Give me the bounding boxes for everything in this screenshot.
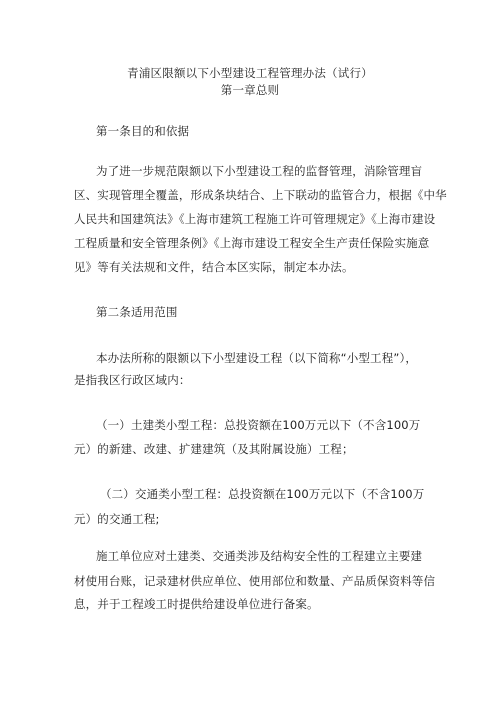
article-2-item-2-line: （二）交通类小型工程：总投资额在100万元以下（不含100万 [100, 487, 425, 501]
article-2-intro-line: 本办法所称的限额以下小型建设工程（以下简称“小型工程”）， [96, 351, 418, 365]
article-1-line: 见》等有关法规和文件，结合本区实际，制定本办法。 [74, 260, 354, 274]
article-1-line: 工程质量和安全管理条例》《上海市建设工程安全生产责任保险实施意 [74, 236, 430, 250]
article-2-heading: 第二条适用范围 [96, 305, 178, 319]
document-title: 青浦区限额以下小型建设工程管理办法（试行） [127, 66, 373, 80]
article-2-note-line: 材使用台账，记录建材供应单位、使用部位和数量、产品质保资料等信 [74, 574, 436, 588]
article-2-item-1-line: 元）的新建、改建、扩建建筑（及其附属设施）工程； [74, 442, 354, 456]
article-2-item-2-line: 元）的交通工程; [74, 512, 160, 526]
chapter-title: 第一章总则 [220, 83, 280, 97]
article-1-line: 为了进一步规范限额以下小型建设工程的监督管理，消除管理盲 [96, 164, 423, 178]
article-2-intro-line: 是指我区行政区域内： [74, 373, 191, 387]
article-2-item-1-line: （一）土建类小型工程：总投资额在100万元以下（不含100万 [96, 418, 421, 432]
article-1-line: 区、实现管理全覆盖，形成条块结合、上下联动的监管合力，根据《中华 [74, 188, 447, 202]
article-1-heading: 第一条目的和依据 [96, 124, 190, 138]
article-1-line: 人民共和国建筑法》《上海市建筑工程施工许可管理规定》《上海市建设 [74, 212, 436, 226]
article-2-note-line: 息，并于工程竣工时提供给建设单位进行备案。 [74, 597, 319, 611]
article-2-note-line: 施工单位应对土建类、交通类涉及结构安全性的工程建立主要建 [96, 549, 423, 563]
